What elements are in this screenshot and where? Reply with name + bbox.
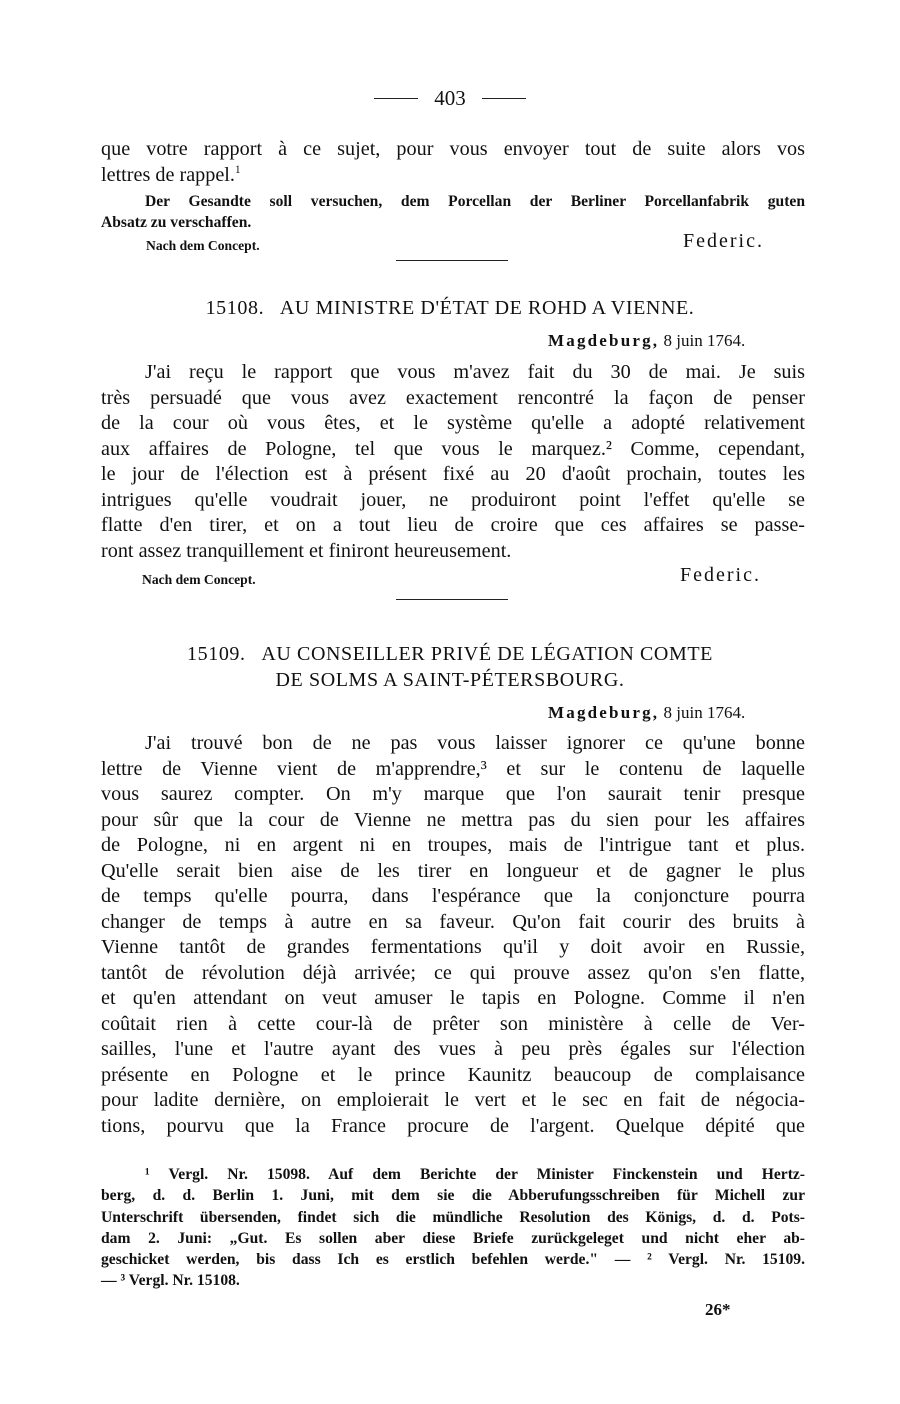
text-line: pour ladite dernière, on emploierait le vert et le sec en fait de négocia-	[101, 1089, 805, 1111]
letter-title: AU CONSEILLER PRIVÉ DE LÉGATION COMTE	[261, 643, 713, 665]
text-line: Vienne tantôt de grandes fermentations qu'il y doit avoir en Russie,	[101, 936, 805, 958]
text-line: changer de temps à autre en sa faveur. Qu'on fait courir des bruits à	[101, 910, 805, 933]
page-header	[0, 86, 900, 116]
footnotes	[101, 1164, 805, 1292]
place: Magdeburg,	[548, 331, 660, 350]
section-divider	[396, 260, 508, 261]
text-line: lettres de rappel.$^1$	[101, 163, 241, 186]
text-line: le jour de l'élection est à présent fixé au 20 d'août prochain, toutes les	[101, 463, 805, 485]
text-line: tions, pourvu que la France procure de l'argent. Quelque dépité que	[101, 1114, 805, 1137]
letter-number: 15109.	[187, 643, 246, 665]
note-line: Der Gesandte soll versuchen, dem Porcellan der Berliner Porcellanfabrik guten	[145, 193, 805, 210]
text-line: de la cour où vous êtes, et le système qu'elle a adopté relativement	[101, 412, 805, 434]
header-dash-right	[482, 98, 526, 99]
footnote-ref: 1	[234, 163, 241, 176]
date: 8 juin 1764.	[663, 703, 746, 722]
sheet-signature-mark: 26*	[705, 1300, 731, 1319]
editor-note	[101, 191, 805, 233]
text-line: lettre de Vienne vient de m'apprendre,³ et sur le contenu de laquelle	[101, 757, 805, 780]
note-line: Absatz zu verschaffen.	[101, 214, 252, 231]
text-line: aux affaires de Pologne, tel que vous le marquez.² Comme, cependant,	[101, 437, 805, 460]
text-line: ront assez tranquillement et finiront heureusement.	[101, 539, 512, 562]
letter-title: DE SOLMS A SAINT-PÉTERSBOURG.	[275, 669, 625, 691]
text-line: que votre rapport à ce sujet, pour vous envoyer tout de suite alors vos	[101, 138, 805, 160]
letter-body	[101, 731, 805, 1139]
text-line: pour sûr que la cour de Vienne ne mettra pas du sien pour les affaires	[101, 808, 805, 831]
intro-paragraph	[101, 137, 805, 188]
source-note: Nach dem Concept.	[146, 238, 260, 253]
text-line: J'ai reçu le rapport que vous m'avez fait du 30 de mai. Je suis	[145, 361, 805, 383]
text-line: vous saurez compter. On m'y marque que l'on saurait tenir presque	[101, 783, 805, 805]
footnote-line: Unterschrift übersenden, findet sich die mündliche Resolution des Königs, d. d. Pots-	[101, 1208, 805, 1226]
text-line: intrigues qu'elle voudrait jouer, ne produiront point l'effet qu'elle se	[101, 488, 805, 511]
text-line: sailles, l'une et l'autre ayant des vues à peu près égales sur l'élection	[101, 1038, 805, 1060]
source-note: Nach dem Concept.	[142, 572, 256, 587]
date: 8 juin 1764.	[663, 331, 746, 350]
text-line: Qu'elle serait bien aise de les tirer en longueur et de gagner le plus	[101, 859, 805, 882]
letter-title: AU MINISTRE D'ÉTAT DE ROHD A VIENNE.	[279, 297, 695, 319]
footnote-line: geschicket werden, bis dass Ich es erstlich befehlen werde." — ² Vergl. Nr. 15109.	[101, 1251, 805, 1269]
text-line: tantôt de révolution déjà arrivée; ce qui prouve assez qu'on s'en flatte,	[101, 961, 805, 984]
footnote-line: berg, d. d. Berlin 1. Juni, mit dem sie die Abberufungsschreiben für Michell zur	[101, 1187, 805, 1205]
text-line: présente en Pologne et le prince Kaunitz beaucoup de complaisance	[101, 1063, 805, 1086]
letter-heading	[0, 297, 900, 320]
footnote-line: — ³ Vergl. Nr. 15108.	[101, 1272, 240, 1290]
page-number: 403	[434, 86, 466, 110]
letter-heading	[0, 643, 900, 666]
footnote-line: ¹ Vergl. Nr. 15098. Auf dem Berichte der Minister Finckenstein und Hertz-	[145, 1166, 805, 1183]
place-date	[548, 331, 745, 351]
letter-heading-cont	[0, 669, 900, 692]
signature: Federic.	[683, 230, 764, 252]
header-dash-left	[374, 98, 418, 99]
letter-number: 15108.	[205, 297, 265, 319]
text-line: coûtait rien à cette cour-là de prêter son ministère à celle de Ver-	[101, 1012, 805, 1035]
signature: Federic.	[680, 564, 761, 586]
place: Magdeburg,	[548, 703, 660, 722]
place-date	[548, 703, 745, 723]
text-line: très persuadé que vous avez exactement rencontré la façon de penser	[101, 386, 805, 409]
letter-body	[101, 360, 805, 564]
section-divider	[396, 599, 508, 600]
footnote-line: dam 2. Juni: „Gut. Es sollen aber diese Briefe zurückgeleget und nicht eher ab-	[101, 1229, 805, 1247]
text-line: de Pologne, ni en argent ni en troupes, mais de l'intrigue tant et plus.	[101, 834, 805, 856]
text-line: et qu'en attendant on veut amuser le tapis en Pologne. Comme il n'en	[101, 987, 805, 1009]
text-line: de temps qu'elle pourra, dans l'espérance que la conjoncture pourra	[101, 885, 805, 907]
text-line: flatte d'en tirer, et on a tout lieu de croire que ces affaires se passe-	[101, 514, 805, 536]
text-line: J'ai trouvé bon de ne pas vous laisser ignorer ce qu'une bonne	[145, 732, 805, 754]
